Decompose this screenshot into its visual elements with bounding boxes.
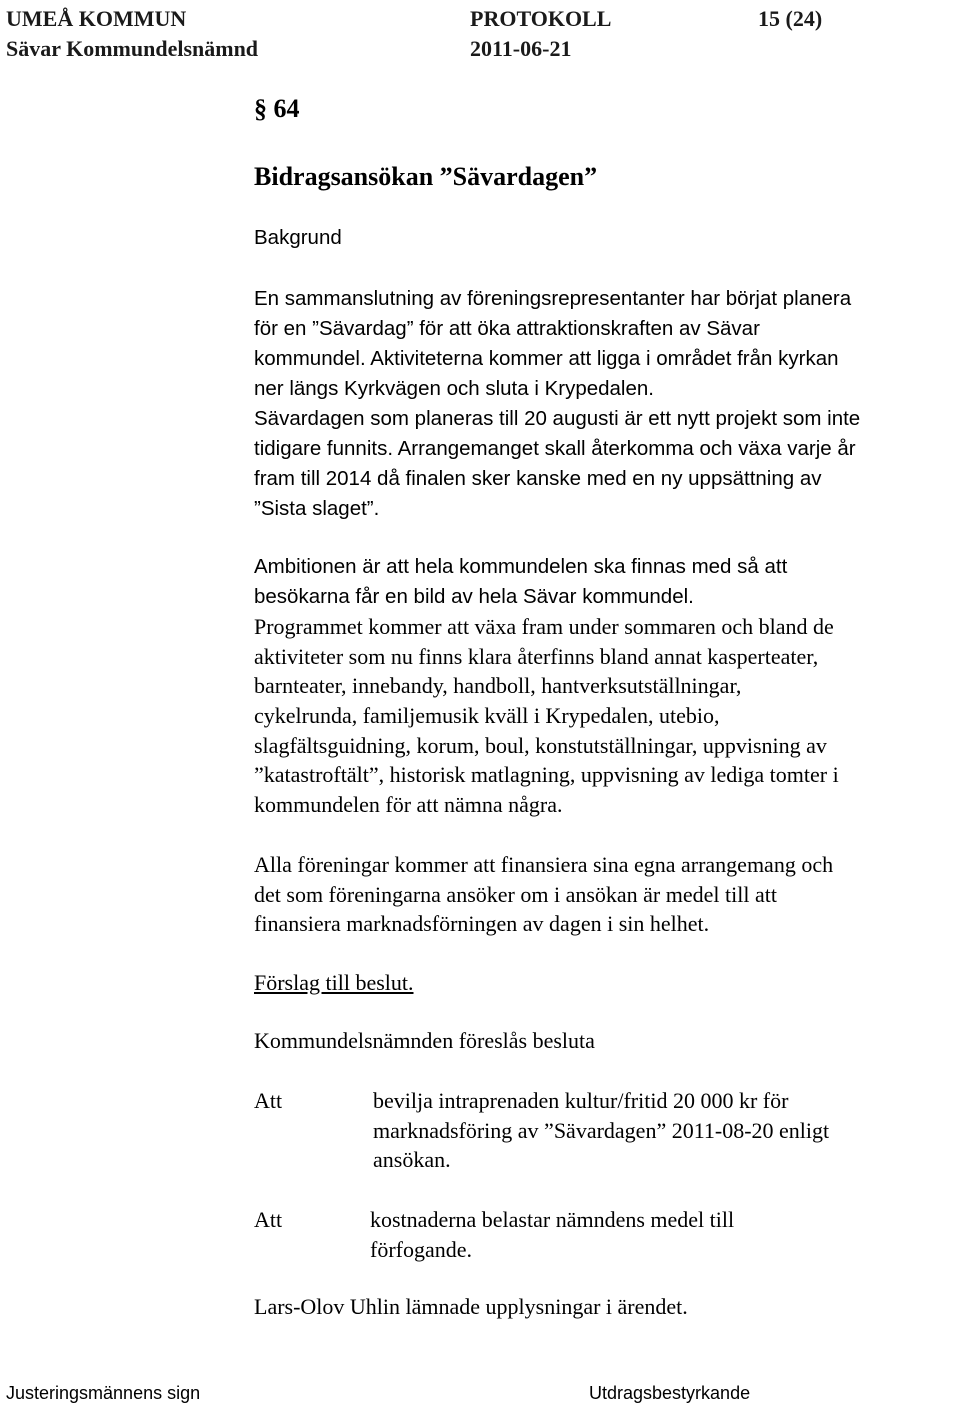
text-line: Programmet kommer att växa fram under sommaren och bland de [254,614,834,639]
section-title: Bidragsansökan ”Sävardagen” [254,162,598,191]
text-line: förfogande. [370,1236,473,1262]
proposal-intro: Kommundelsnämnden föreslås besluta [254,1028,595,1053]
text-line: marknadsföring av ”Sävardagen” 2011-08-20 enligt [373,1117,830,1143]
text-line: det som föreningarna ansöker om i ansökan är medel till att [254,881,777,907]
text-line: bevilja intraprenaden kultur/fritid 20 000 kr för [373,1088,789,1113]
background-heading: Bakgrund [254,226,342,249]
text-line: besökarna får en bild av hela Sävar kommundel. [254,585,694,608]
text-line: barnteater, innebandy, handboll, hantverksutställningar, [254,673,742,699]
text-line: för en ”Sävardag” för att öka attraktionskraften av Sävar [254,317,760,340]
text-line: fram till 2014 då finalen sker kanske med en ny uppsättning av [254,467,822,490]
text-line: ner längs Kyrkvägen och sluta i Krypedalen. [254,377,654,400]
background-paragraph-1 [254,284,944,524]
background-paragraph-3 [254,612,944,820]
page-number: 15 (24) [758,6,823,31]
text-line: ”Sista slaget”. [254,497,380,520]
text-line: En sammanslutning av föreningsrepresentanter har börjat planera [254,287,852,310]
text-line: Ambitionen är att hela kommundelen ska finnas med så att [254,555,788,578]
text-line: kommundelen för att nämna några. [254,792,563,818]
text-line: kostnaderna belastar nämndens medel till [370,1207,735,1232]
text-line: Sävardagen som planeras till 20 augusti är ett nytt projekt som inte [254,407,861,430]
text-line: cykelrunda, familjemusik kväll i Krypedalen, utebio, [254,703,720,729]
decision-item-label: Att [254,1207,283,1232]
decision-item-text [373,1086,943,1175]
footer-certification-label: Utdragsbestyrkande [589,1383,751,1403]
text-line: ”katastroftält”, historisk matlagning, uppvisning av lediga tomter i [254,762,839,788]
background-paragraph-2 [254,552,944,612]
text-line: aktiviteter som nu finns klara återfinns bland annat kasperteater, [254,643,819,669]
doc-type: PROTOKOLL [470,6,612,31]
text-line: ansökan. [373,1147,451,1173]
text-line: Alla föreningar kommer att finansiera sina egna arrangemang och [254,852,834,877]
section-number: § 64 [254,94,300,123]
text-line: slagfältsguidning, korum, boul, konstutställningar, uppvisning av [254,732,827,758]
text-line: finansiera marknadsförningen av dagen i sin helhet. [254,911,710,937]
footer-signature-label: Justeringsmännens sign [6,1383,201,1403]
text-line: tidigare funnits. Arrangemanget skall återkomma och växa varje år [254,437,856,460]
decision-item-text [370,1205,940,1264]
org-name: UMEÅ KOMMUN [6,6,187,31]
information-note: Lars-Olov Uhlin lämnade upplysningar i ärendet. [254,1294,688,1319]
board-name: Sävar Kommundelsnämnd [6,36,259,61]
decision-item-label: Att [254,1088,283,1113]
background-paragraph-4 [254,850,944,939]
text-line: kommundel. Aktiviteterna kommer att ligga i området från kyrkan [254,347,839,370]
meeting-date: 2011-06-21 [470,36,572,61]
proposal-heading: Förslag till beslut. [254,970,414,995]
